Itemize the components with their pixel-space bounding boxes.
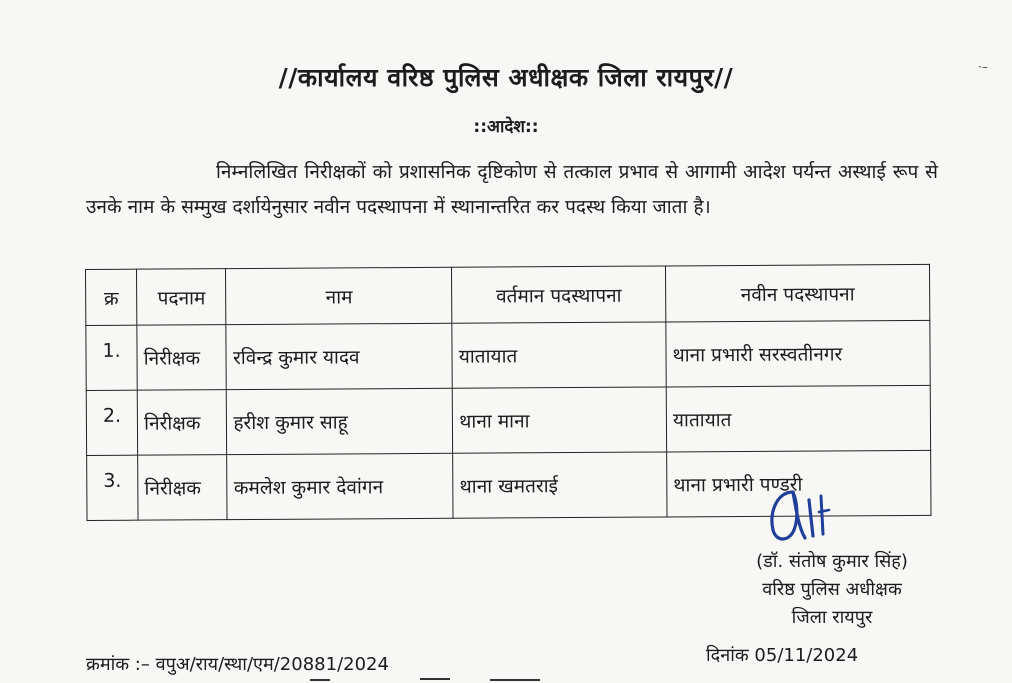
order-number: क्रमांक :– वपुअ/राय/स्था/एम/20881/2024 — [86, 654, 389, 675]
cell-designation: निरीक्षक — [137, 325, 227, 391]
table-row — [86, 385, 930, 455]
cell-name: हरीश कुमार साहू — [227, 388, 453, 454]
header-name: नाम — [226, 267, 452, 324]
cell-current-posting: थाना खमतराई — [453, 452, 667, 518]
cell-serial: 3. — [87, 455, 139, 520]
signatory-district: जिला रायपुर — [791, 607, 873, 628]
table-header-row — [86, 264, 930, 325]
order-body-text: निम्नलिखित निरीक्षकों को प्रशासनिक दृष्टिकोण से तत्काल प्रभाव से आगामी आदेश पर्यन्त अस्थाई रूप से उनके नाम के सम्मुख दर्शायेनुसार नवीन पदस्थापना में स्थानान्तरित कर पदस्थ किया जाता है। — [86, 161, 938, 218]
order-date: दिनांक 05/11/2024 — [706, 645, 859, 666]
cell-name: रविन्द्र कुमार यादव — [226, 323, 452, 389]
transfer-table — [85, 264, 932, 521]
cell-designation: निरीक्षक — [138, 455, 228, 521]
cell-current-posting: यातायात — [452, 322, 666, 388]
signatory-name: (डॉ. संतोष कुमार सिंह) — [756, 551, 908, 572]
header-current-posting: वर्तमान पदस्थापना — [452, 266, 666, 323]
header-serial: क्र — [86, 269, 138, 325]
handwritten-signature — [763, 486, 843, 550]
order-body — [86, 155, 938, 225]
signatory-block — [712, 548, 952, 632]
header-new-posting: नवीन पदस्थापना — [666, 264, 930, 322]
table-row — [86, 320, 930, 390]
office-heading: //कार्यालय वरिष्ठ पुलिस अधीक्षक जिला रायपुर// — [278, 63, 734, 92]
signatory-designation: वरिष्ठ पुलिस अधीक्षक — [762, 579, 902, 600]
cell-name: कमलेश कुमार देवांगन — [227, 453, 453, 519]
scan-speck-mark: ·– — [978, 60, 988, 74]
cell-designation: निरीक्षक — [137, 390, 227, 456]
order-subheading: ::आदेश:: — [473, 117, 539, 137]
cell-serial: 1. — [86, 325, 138, 390]
cell-new-posting: थाना प्रभारी पण्डरी — [667, 450, 931, 517]
cell-current-posting: थाना माना — [453, 387, 667, 453]
cell-new-posting: थाना प्रभारी सरस्वतीनगर — [666, 320, 930, 387]
header-designation: पदनाम — [137, 269, 227, 326]
cell-serial: 2. — [86, 390, 138, 455]
cell-new-posting: यातायात — [666, 385, 930, 452]
cut-off-next-line — [300, 676, 560, 683]
